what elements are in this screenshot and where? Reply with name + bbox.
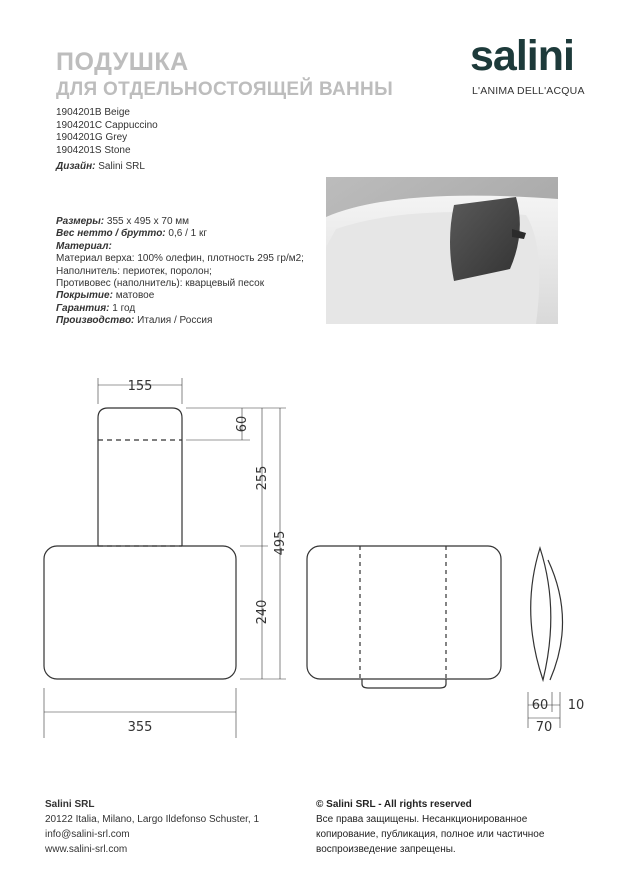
spec-material: [56, 241, 304, 253]
dim-side-total: 70: [535, 720, 553, 735]
spec-weight-value: 0,6 / 1 кг: [168, 228, 208, 240]
footer-rights-line: копирование, публикация, полное или частичное: [316, 829, 545, 840]
footer-contacts: [45, 797, 259, 857]
pillow-flap-outline: [98, 408, 182, 546]
spec-production-label: Производство:: [56, 315, 135, 327]
spec-finish-value: матовое: [115, 290, 155, 302]
page-title: ПОДУШКА: [56, 48, 189, 76]
dim-side-a: 60: [531, 698, 549, 713]
footer-rights-line: Все права защищены. Несанкционированное: [316, 814, 528, 825]
product-code: 1904201G Grey: [56, 132, 128, 144]
technical-drawing: [0, 360, 635, 760]
pillow-body-outline: [44, 546, 236, 679]
dim-upper: 255: [255, 465, 270, 491]
counterweight-tail: [548, 560, 563, 680]
spec-material-line: Материал верха: 100% олефин, плотность 295 гр/м2;: [56, 253, 304, 265]
product-code: 1904201S Stone: [56, 144, 131, 156]
spec-weight-label: Вес нетто / брутто:: [56, 228, 166, 240]
product-photo-illustration: [326, 177, 558, 324]
spec-warranty-value: 1 год: [112, 302, 136, 314]
dim-lower: 240: [255, 599, 270, 625]
spec-material-line: Противовес (наполнитель): кварцевый песок: [56, 278, 265, 290]
spec-material-line: Наполнитель: периотек, поролон;: [56, 265, 212, 277]
designer-value: Salini SRL: [98, 161, 145, 172]
spec-weight: [56, 228, 304, 240]
designer-line: [56, 161, 145, 172]
spec-finish-label: Покрытие:: [56, 290, 113, 302]
footer-rights-line: воспроизведение запрещены.: [316, 844, 456, 855]
spec-finish: [56, 290, 304, 302]
spec-material-label: Материал:: [56, 240, 112, 252]
pillow-back-outline: [307, 546, 501, 679]
footer-email[interactable]: info@salini-srl.com: [45, 829, 130, 840]
spec-size: [56, 216, 304, 228]
brand-tagline: L'ANIMA DELL'ACQUA: [472, 85, 585, 97]
footer-website[interactable]: www.salini-srl.com: [45, 844, 128, 855]
spec-size-value: 355 x 495 x 70 мм: [106, 216, 190, 227]
footer-rights: [316, 797, 544, 857]
page-subtitle: ДЛЯ ОТДЕЛЬНОСТОЯЩЕЙ ВАННЫ: [56, 79, 393, 100]
spec-warranty: [56, 303, 304, 315]
footer-address: 20122 Italia, Milano, Largo Ildefonso Schuster, 1: [45, 814, 260, 825]
product-code: 1904201C Cappuccino: [56, 119, 158, 131]
specs-block: [56, 216, 304, 328]
dim-fold: 60: [235, 415, 250, 433]
designer-label: Дизайн:: [56, 161, 96, 172]
product-photo: [326, 177, 558, 324]
brand-logo: salini: [470, 32, 574, 80]
pillow-side-outline: [531, 548, 551, 680]
dim-top-width: 155: [127, 379, 153, 394]
spec-warranty-label: Гарантия:: [56, 302, 110, 314]
dim-bottom-width: 355: [127, 720, 153, 735]
dim-total: 495: [273, 530, 288, 556]
spec-size-label: Размеры:: [56, 216, 105, 227]
product-codes: [56, 107, 158, 157]
spec-production-value: Италия / Россия: [137, 315, 213, 327]
footer-copyright: © Salini SRL - All rights reserved: [316, 799, 472, 810]
spec-production: [56, 315, 304, 327]
dim-side-b: 10: [567, 698, 585, 713]
strap-handle: [362, 679, 446, 688]
footer-company: Salini SRL: [45, 799, 95, 810]
product-code: 1904201B Beige: [56, 107, 130, 118]
